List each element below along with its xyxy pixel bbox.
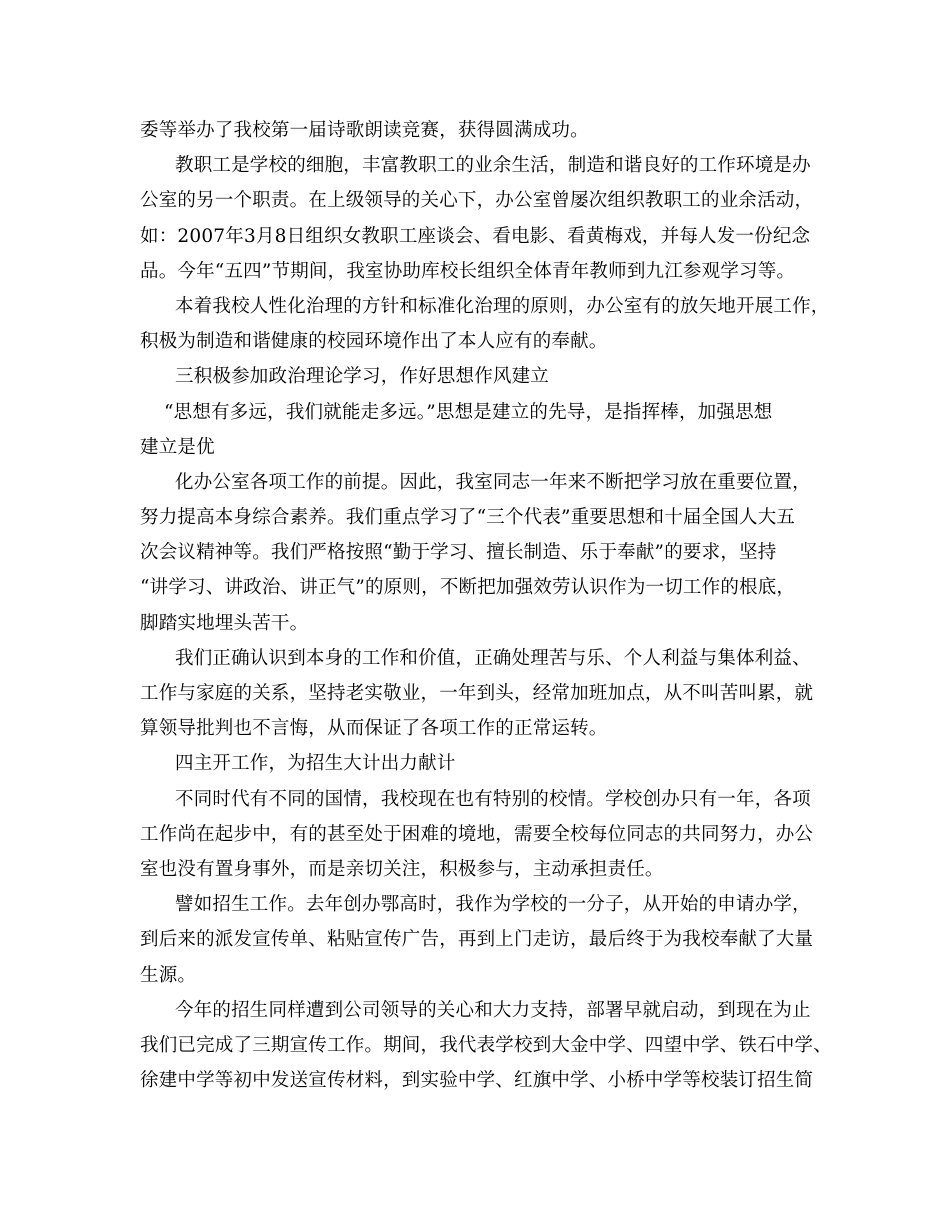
text-line: “讲学习、讲政治、讲正气”的原则，不断把加强效劳认识作为一切工作的根底，	[140, 577, 796, 599]
section-heading: 四主开工作，为招生大计出力献计	[175, 753, 456, 775]
text-line: “思想有多远，我们就能走多远。”思想是建立的先导，是指挥棒，加强思想	[164, 401, 773, 423]
text-line: 如：2007年3月8日组织女教职工座谈会、看电影、看黄梅戏，并每人发一份纪念	[140, 225, 811, 247]
text-line: 徐建中学等初中发送宣传材料，到实验中学、红旗中学、小桥中学等校装订招生简	[140, 1070, 814, 1092]
text-line: 积极为制造和谐健康的校园环境作出了本人应有的奉献。	[140, 331, 608, 353]
text-line: 我们正确认识到本身的工作和价值，正确处理苦与乐、个人利益与集体利益、	[175, 647, 811, 669]
document-body	[140, 113, 830, 1098]
text-line: 工作尚在起步中，有的甚至处于困难的境地，需要全校每位同志的共同努力，办公	[140, 823, 814, 845]
text-line: 教职工是学校的细胞，丰富教职工的业余生活，制造和谐良好的工作环境是办	[175, 155, 811, 177]
text-line: 室也没有置身事外，而是亲切关注，积极参与，主动承担责任。	[140, 858, 664, 880]
text-line: 次会议精神等。我们严格按照“勤于学习、擅长制造、乐于奉献”的要求，坚持	[140, 542, 777, 564]
text-line: 譬如招生工作。去年创办鄂高时，我作为学校的一分子，从开始的申请办学，	[175, 894, 811, 916]
text-line: 建立是优	[140, 436, 215, 458]
text-line: 化办公室各项工作的前提。因此，我室同志一年来不断把学习放在重要位置，	[175, 471, 811, 493]
text-line: 生源。	[140, 964, 197, 986]
text-line: 工作与家庭的关系，坚持老实敬业，一年到头，经常加班加点，从不叫苦叫累，就	[140, 683, 814, 704]
section-heading: 三积极参加政治理论学习，作好思想作风建立	[175, 366, 550, 388]
text-line: 脚踏实地埋头苦干。	[140, 612, 309, 634]
text-line: 不同时代有不同的国情，我校现在也有特别的校情。学校创办只有一年，各项	[175, 788, 811, 810]
text-line: 今年的招生同样遭到公司领导的关心和大力支持，部署早就启动，到现在为止	[175, 999, 811, 1021]
text-line: 算领导批判也不言悔，从而保证了各项工作的正常运转。	[140, 718, 608, 740]
text-line: 本着我校人性化治理的方针和标准化治理的原则，办公室有的放矢地开展工作，	[175, 295, 830, 317]
text-line: 委等举办了我校第一届诗歌朗读竞赛，获得圆满成功。	[140, 120, 589, 141]
text-line: 努力提高本身综合素养。我们重点学习了“三个代表”重要思想和十届全国人大五	[140, 507, 796, 529]
text-line: 品。今年“五四”节期间，我室协助库校长组织全体青年教师到九江参观学习等。	[140, 260, 796, 282]
text-line: 公室的另一个职责。在上级领导的关心下，办公室曾屡次组织教职工的业余活动，	[140, 190, 814, 212]
text-line: 到后来的派发宣传单、粘贴宣传广告，再到上门走访，最后终于为我校奉献了大量	[140, 929, 814, 951]
text-line: 我们已完成了三期宣传工作。期间，我代表学校到大金中学、四望中学、铁石中学、	[140, 1034, 832, 1056]
